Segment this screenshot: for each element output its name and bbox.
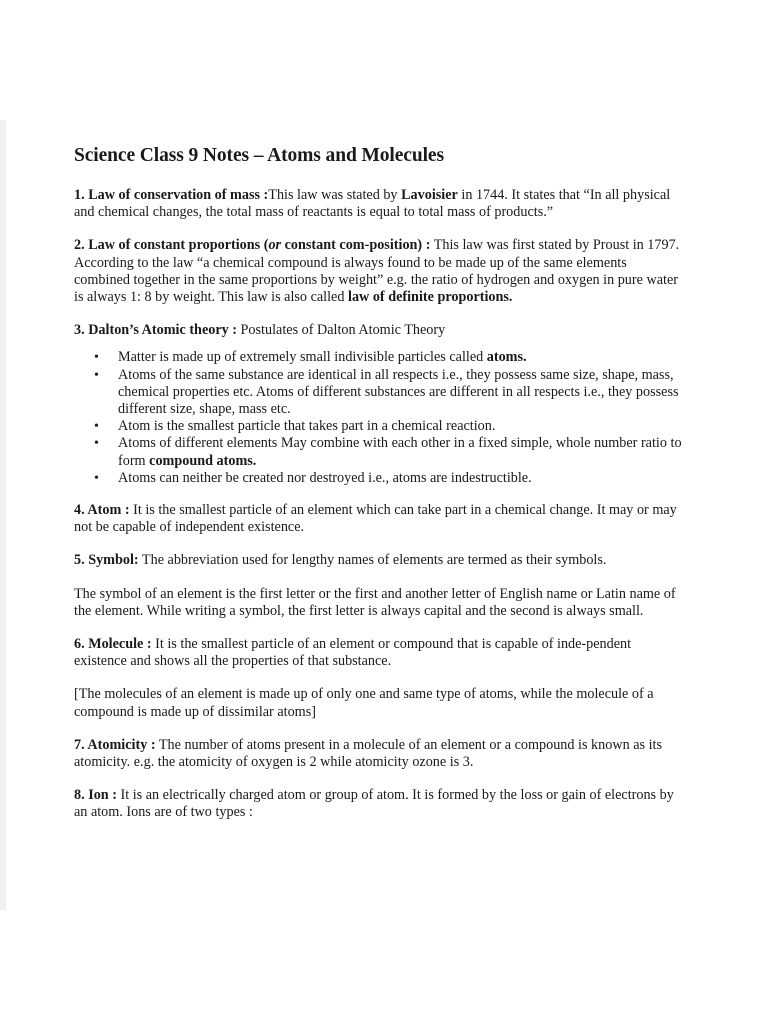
section-heading: 1. Law of conservation of mass :: [74, 187, 269, 203]
list-item: • Atoms of different elements May combine with each other in a fixed simple, whole number ratio to form compound atoms.: [118, 435, 686, 469]
list-item: • Atom is the smallest particle that takes part in a chemical reaction.: [118, 418, 686, 435]
document-content: [74, 144, 686, 838]
section-molecule: 6. Molecule : It is the smallest particle of an element or compound that is capable of inde-pendent existence and shows all the properties of that substance.: [74, 636, 632, 670]
section-heading: 5. Symbol:: [74, 552, 139, 569]
list-item: • Atoms of the same substance are identical in all respects i.e., they possess same size, shape, mass, chemical properties etc. Atoms of different substances are different in all respects i.e., they possess different size, shape, mass etc.: [118, 367, 686, 419]
list-item: • Matter is made up of extremely small indivisible particles called atoms.: [118, 349, 686, 366]
scan-edge-shadow: [0, 120, 6, 910]
section-heading: 8. Ion :: [74, 787, 117, 804]
section-heading: 4. Atom :: [74, 502, 130, 519]
section-atomicity: 7. Atomicity : The number of atoms present in a molecule of an element or a compound is known as its atomicity. e.g. the atomicity of oxygen is 2 while atomicity ozone is 3.: [74, 736, 662, 771]
section-heading: 7. Atomicity :: [74, 736, 156, 753]
symbol-paragraph: The symbol of an element is the first letter or the first and another letter of English name or Latin name of the element. While writing a symbol, the first letter is always capital and the second is always small.: [74, 585, 676, 619]
molecule-paragraph: [The molecules of an element is made up of only one and same type of atoms, while the molecule of a compound is made up of dissimilar atoms]: [74, 686, 654, 720]
document-title: Science Class 9 Notes – Atoms and Molecules: [74, 145, 444, 166]
section-dalton-theory: 3. Dalton’s Atomic theory : Postulates of Dalton Atomic Theory: [74, 322, 446, 339]
section-ion: 8. Ion : It is an electrically charged atom or group of atom. It is formed by the loss or gain of electrons by an atom. Ions are of two types :: [74, 787, 674, 821]
section-heading: 3. Dalton’s Atomic theory :: [74, 322, 237, 339]
section-atom: 4. Atom : It is the smallest particle of an element which can take part in a chemical change. It may or may not be capable of independent existence.: [74, 502, 677, 536]
section-law-conservation-mass: 1. Law of conservation of mass :This law was stated by Lavoisier in 1744. It states that “In all physical and chemical changes, the total mass of reactants is equal to total mass of products.”: [74, 187, 671, 221]
section-heading: 6. Molecule :: [74, 636, 152, 653]
section-heading: 2. Law of constant proportions (or constant com-position) :: [74, 237, 431, 254]
list-item: • Atoms can neither be created nor destroyed i.e., atoms are indestructible.: [118, 470, 686, 487]
dalton-postulates-list: [74, 349, 686, 487]
section-symbol: 5. Symbol: The abbreviation used for lengthy names of elements are termed as their symbols.: [74, 552, 607, 569]
section-law-constant-proportions: 2. Law of constant proportions (or constant com-position) : This law was first stated by Proust in 1797. According to the law “a chemical compound is always found to be made up of the same elements combined together in the same proportions by weight” e.g. the ratio of hydrogen and oxygen in pure water is always 1: 8 by weight. This law is also called law of definite proportions.: [74, 237, 680, 306]
